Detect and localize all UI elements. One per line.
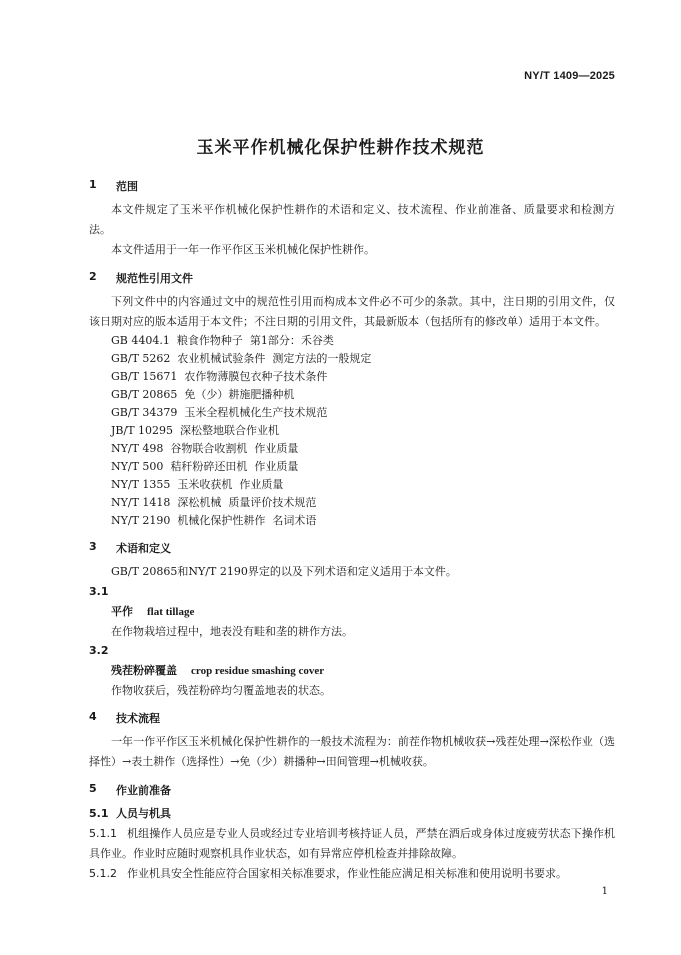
subsection-heading <box>89 804 615 824</box>
section-number: 1 <box>89 178 97 191</box>
clause-text: 作业机具安全性能应符合国家相关标准要求，作业性能应满足相关标准和使用说明书要求。 <box>127 867 567 880</box>
reference-item: NY/T 1418 深松机械 质量评价技术规范 <box>111 496 317 509</box>
term-number <box>89 582 615 602</box>
term-name-en: flat tillage <box>147 606 195 618</box>
term-number <box>89 641 615 661</box>
reference-item: GB/T 34379 玉米全程机械化生产技术规范 <box>111 406 328 419</box>
term-name-zh: 残茬粉碎覆盖 <box>111 664 177 677</box>
document-code: NY/T 1409—2025 <box>524 70 615 82</box>
section-number: 3 <box>89 540 97 553</box>
section-title: 范围 <box>116 180 138 193</box>
section-heading <box>89 710 615 726</box>
reference-item: NY/T 498 谷物联合收割机 作业质量 <box>111 442 299 455</box>
paragraph: 本文件规定了玉米平作机械化保护性耕作的术语和定义、技术流程、作业前准备、质量要求和检测方法。 <box>89 203 615 236</box>
paragraph: GB/T 20865和NY/T 2190界定的以及下列术语和定义适用于本文件。 <box>111 565 457 578</box>
term-name-en: crop residue smashing cover <box>191 665 325 677</box>
section-heading <box>89 540 615 556</box>
term-definition: 在作物栽培过程中，地表没有畦和垄的耕作方法。 <box>111 625 353 638</box>
reference-item: GB/T 20865 免（少）耕施肥播种机 <box>111 388 295 401</box>
section-number: 4 <box>89 710 97 723</box>
clause <box>89 864 615 884</box>
section-heading <box>89 782 615 798</box>
clause-number: 5.1.2 <box>89 867 117 880</box>
section-number: 5 <box>89 782 97 795</box>
clause <box>89 824 615 864</box>
term-name <box>89 602 615 622</box>
term-name-zh: 平作 <box>111 605 133 618</box>
paragraph: 一年一作平作区玉米机械化保护性耕作的一般技术流程为：前茬作物机械收获→残茬处理→深松作业（选择性）→表土耕作（选择性）→免（少）耕播种→田间管理→机械收获。 <box>89 735 615 768</box>
section-title: 作业前准备 <box>116 784 171 797</box>
section-title: 规范性引用文件 <box>116 272 193 285</box>
clause-text: 机组操作人员应是专业人员或经过专业培训考核持证人员，严禁在酒后或身体过度疲劳状态下操作机具作业。作业时应随时观察机具作业状态，如有异常应停机检查并排除故障。 <box>89 827 615 860</box>
document-title: 玉米平作机械化保护性耕作技术规范 <box>196 138 485 158</box>
document-body <box>89 178 615 884</box>
section-heading <box>89 270 615 286</box>
subsection-number: 5.1 <box>89 807 109 820</box>
section-title: 术语和定义 <box>116 542 171 555</box>
page-number: 1 <box>601 886 608 897</box>
term-number-text: 3.2 <box>89 644 109 657</box>
term-number-text: 3.1 <box>89 585 109 598</box>
reference-item: NY/T 1355 玉米收获机 作业质量 <box>111 478 284 491</box>
reference-item: GB/T 5262 农业机械试验条件 测定方法的一般规定 <box>111 352 372 365</box>
section-number: 2 <box>89 270 97 283</box>
reference-item: NY/T 2190 机械化保护性耕作 名词术语 <box>111 514 317 527</box>
reference-item: JB/T 10295 深松整地联合作业机 <box>111 424 280 437</box>
paragraph: 本文件适用于一年一作平作区玉米机械化保护性耕作。 <box>111 243 375 256</box>
paragraph: 下列文件中的内容通过文中的规范性引用而构成本文件必不可少的条款。其中，注日期的引用文件，仅该日期对应的版本适用于本文件；不注日期的引用文件，其最新版本（包括所有的修改单）适用于本文件。 <box>89 295 615 328</box>
reference-item: GB 4404.1 粮食作物种子 第1部分：禾谷类 <box>111 334 334 347</box>
section-heading <box>89 178 615 194</box>
term-definition: 作物收获后，残茬粉碎均匀覆盖地表的状态。 <box>111 684 331 697</box>
subsection-title: 人员与机具 <box>116 807 171 820</box>
reference-item: NY/T 500 秸秆粉碎还田机 作业质量 <box>111 460 299 473</box>
section-title: 技术流程 <box>116 712 160 725</box>
reference-item: GB/T 15671 农作物薄膜包衣种子技术条件 <box>111 370 328 383</box>
term-name <box>89 661 615 681</box>
clause-number: 5.1.1 <box>89 827 117 840</box>
